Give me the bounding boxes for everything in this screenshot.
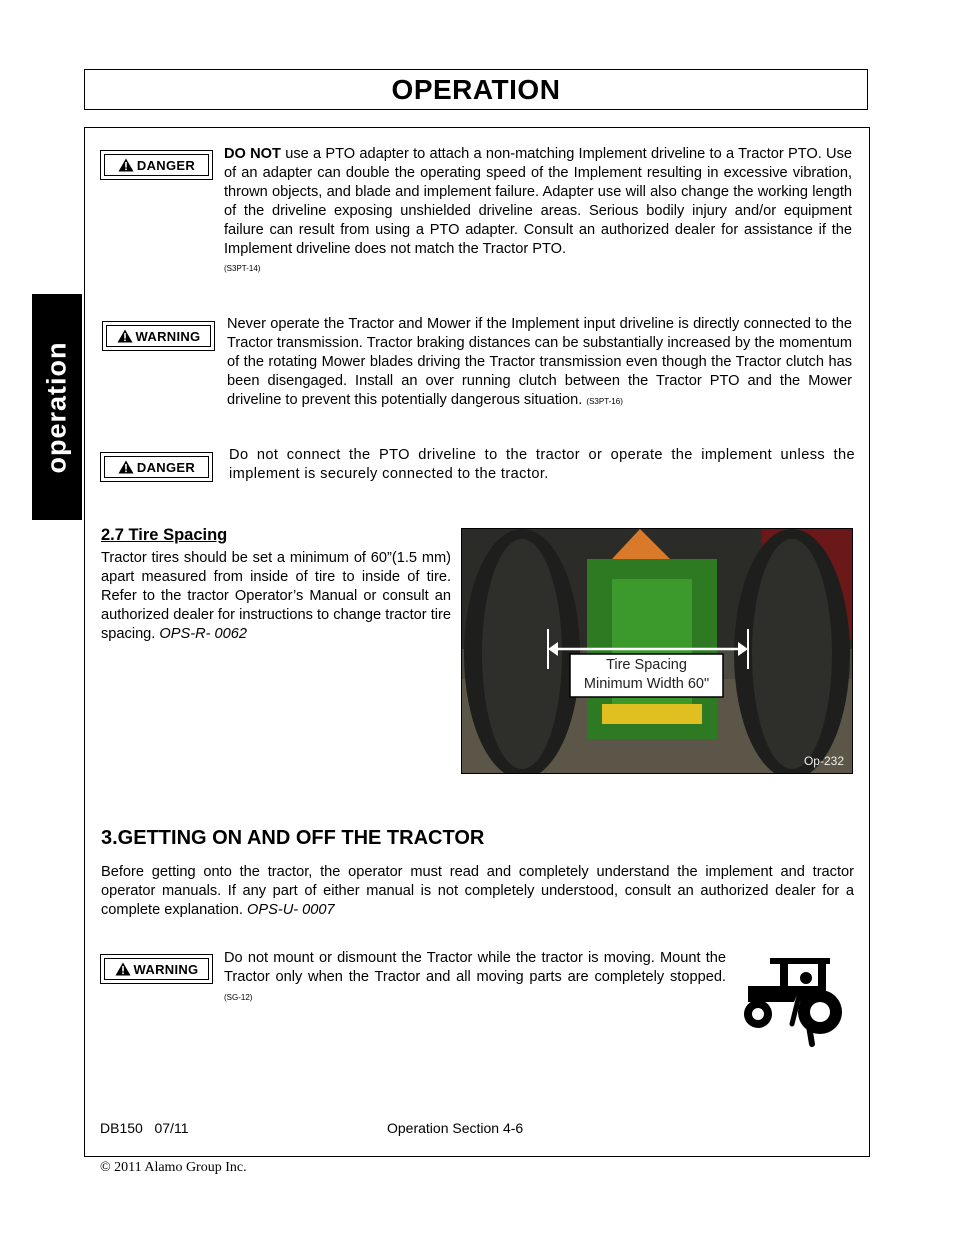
danger-sign-2: [100, 452, 213, 482]
danger-text-pto-adapter: [224, 145, 852, 279]
warning-text-2-body: Do not mount or dismount the Tractor while the tractor is moving. Mount the Tractor only when the Tractor and all moving parts are completely stopped.: [224, 950, 726, 985]
warning-triangle-icon: [118, 460, 134, 474]
page-header: [84, 69, 868, 110]
getting-on-body: Before getting onto the tractor, the operator must read and completely understand the implement and tractor operator manuals. If any part of either manual is not completely understood, consult an authorized dealer for a complete explanation.: [101, 864, 854, 918]
danger-sign-1: [100, 150, 213, 180]
photo-id: Op-232: [803, 754, 844, 768]
warning-text-driveline: [227, 315, 852, 412]
ref-code-s3pt14: (S3PT-14): [224, 264, 261, 274]
warning-label: WARNING: [133, 961, 199, 977]
ref-code-ops-u-0007: OPS-U- 0007: [247, 901, 335, 918]
tractor-dismount-hazard-icon: [740, 952, 848, 1050]
copyright: © 2011 Alamo Group Inc.: [100, 1160, 247, 1175]
ref-code-s3pt16: (S3PT-16): [586, 396, 623, 406]
footer-model-text: DB150: [100, 1120, 143, 1136]
footer-model: [100, 1120, 188, 1136]
warning-sign-2: [100, 954, 213, 984]
warning-triangle-icon: [118, 158, 134, 172]
tire-spacing-photo: [461, 528, 853, 774]
warning-text-1-body: Never operate the Tractor and Mower if the Implement input driveline is directly connected to the Tractor transmission. Tractor braking distances can be substantially increased by the momentum of the rotating Mower blades driving the Tractor transmission even though the Tractor clutch has been disengaged. Install an over running clutch between the Tractor PTO and the Mower driveline to prevent this potentially dangerous situation.: [227, 316, 852, 408]
warning-triangle-icon: [115, 962, 131, 976]
tire-spacing-heading: 2.7 Tire Spacing: [101, 526, 228, 544]
footer-date: 07/11: [154, 1120, 189, 1136]
footer-section: Operation Section 4-6: [387, 1120, 524, 1136]
getting-on-heading: 3.GETTING ON AND OFF THE TRACTOR: [101, 827, 485, 849]
ref-code-ops-r-0062: OPS-R- 0062: [159, 625, 248, 642]
tire-spacing-body: Tractor tires should be set a minimum of 60”(1.5 mm) apart measured from inside of tire to inside of tire. Refer to the tractor Operator’s Manual or consult an authorized dealer for instructions to change tractor tire spacing.: [101, 550, 451, 642]
callout-line-1: Tire Spacing: [606, 657, 687, 673]
callout-line-2: Minimum Width 60": [583, 676, 710, 692]
tractor-rear-illustration: [462, 529, 853, 774]
danger-text-1-body: use a PTO adapter to attach a non-matching Implement driveline to a Tractor PTO. Use of an adapter can double the operating speed of the Implement resulting in excessive vibration, thrown objects, and blade and implement failure. Adapter use will also change the working length of the driveline exposing unshielded driveline areas. Serious bodily injury and/or equipment failure can result from using a PTO adapter. Consult an authorized dealer for assistance if the Implement driveline does not match the Tractor PTO.: [224, 146, 852, 257]
side-tab-label: operation: [41, 340, 72, 474]
do-not-emphasis: DO NOT: [224, 146, 281, 162]
warning-sign-1: [102, 321, 215, 351]
ref-code-sg12: (SG-12): [224, 992, 253, 1002]
warning-text-mount: [224, 949, 726, 1008]
danger-label: DANGER: [136, 459, 196, 475]
tire-spacing-text: [101, 549, 451, 644]
tire-spacing-callout: [570, 656, 723, 694]
danger-text-pto-connect: [229, 446, 855, 484]
section-side-tab: [32, 294, 82, 520]
getting-on-text: [101, 863, 854, 920]
danger-text-2-body: Do not connect the PTO driveline to the tractor or operate the implement unless the implement is securely connected to the tractor.: [229, 447, 855, 482]
warning-triangle-icon: [117, 329, 133, 343]
page-title: OPERATION: [391, 73, 561, 105]
danger-label: DANGER: [136, 157, 196, 173]
warning-label: WARNING: [135, 328, 201, 344]
